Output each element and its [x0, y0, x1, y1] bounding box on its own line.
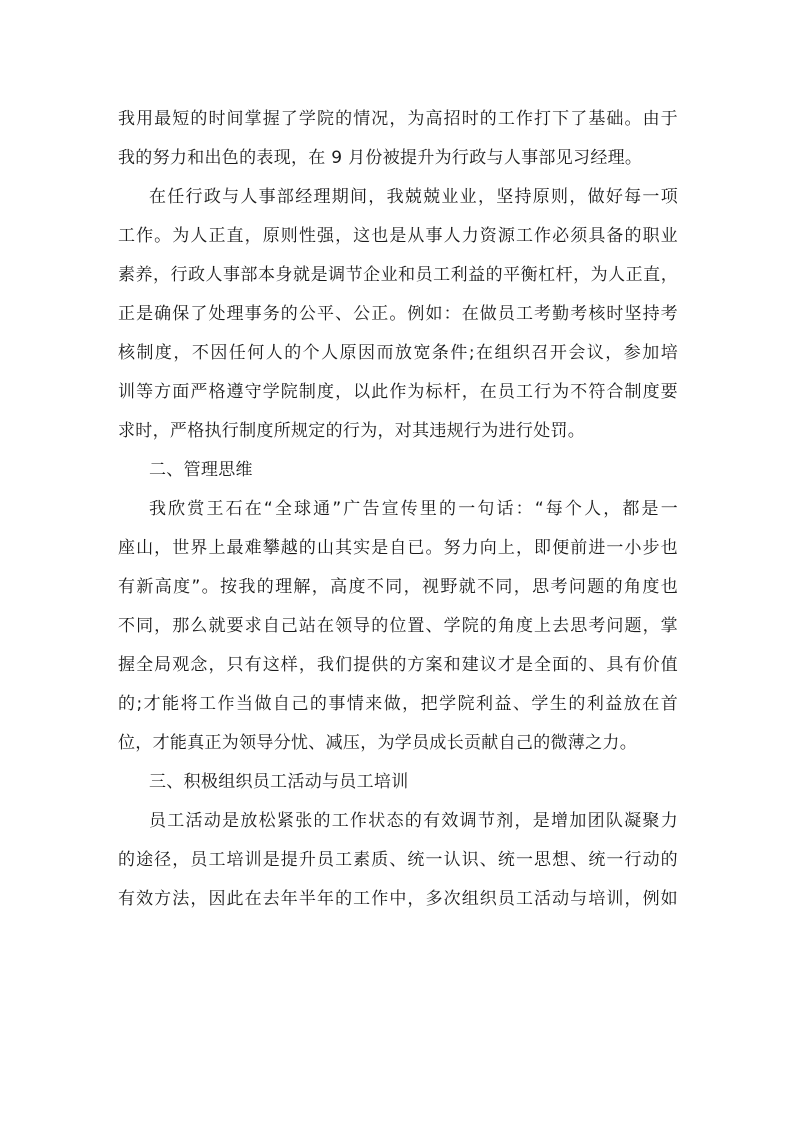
paragraph-first-line: 我欣赏王石在“全球通”广告宣传里的一句话：“每个人，都是一 [149, 499, 678, 519]
paragraph-first-line: 员工活动是放松紧张的工作状态的有效调节剂，是增加团队凝聚力 [149, 811, 678, 831]
section-heading: 三、积极组织员工活动与员工培训 [149, 772, 409, 792]
text-line: 工作。为人正直，原则性强，这也是从事人力资源工作必须具备的职业 [118, 226, 678, 246]
paragraph-first-line: 在任行政与人事部经理期间，我兢兢业业，坚持原则，做好每一项 [149, 187, 678, 207]
document-body [118, 100, 678, 919]
text-line: 有效方法，因此在去年半年的工作中，多次组织员工活动与培训，例如 [118, 889, 678, 909]
text-line: 正是确保了处理事务的公平、公正。例如：在做员工考勤考核时坚持考 [118, 304, 678, 324]
text-line: 握全局观念，只有这样，我们提供的方案和建议才是全面的、具有价值 [118, 655, 678, 675]
text-line: 的途径，员工培训是提升员工素质、统一认识、统一思想、统一行动的 [118, 850, 678, 870]
text-line: 我的努力和出色的表现，在 9 月份被提升为行政与人事部见习经理。 [118, 148, 643, 168]
text-line: 训等方面严格遵守学院制度，以此作为标杆，在员工行为不符合制度要 [118, 382, 678, 402]
section-heading: 二、管理思维 [149, 460, 253, 480]
text-line: 求时，严格执行制度所规定的行为，对其违规行为进行处罚。 [118, 421, 586, 441]
text-line: 座山，世界上最难攀越的山其实是自已。努力向上，即便前进一小步也 [118, 538, 678, 558]
text-line: 位，才能真正为领导分忧、减压，为学员成长贡献自己的微薄之力。 [118, 733, 637, 753]
text-line: 有新高度”。按我的理解，高度不同，视野就不同，思考问题的角度也 [118, 577, 678, 597]
text-line: 的;才能将工作当做自己的事情来做，把学院利益、学生的利益放在首 [118, 694, 678, 714]
text-line: 不同，那么就要求自己站在领导的位置、学院的角度上去思考问题，掌 [118, 616, 678, 636]
text-line: 核制度，不因任何人的个人原因而放宽条件;在组织召开会议，参加培 [118, 343, 678, 363]
text-line: 我用最短的时间掌握了学院的情况，为高招时的工作打下了基础。由于 [118, 109, 678, 129]
text-line: 素养，行政人事部本身就是调节企业和员工利益的平衡杠杆，为人正直， [118, 265, 678, 285]
